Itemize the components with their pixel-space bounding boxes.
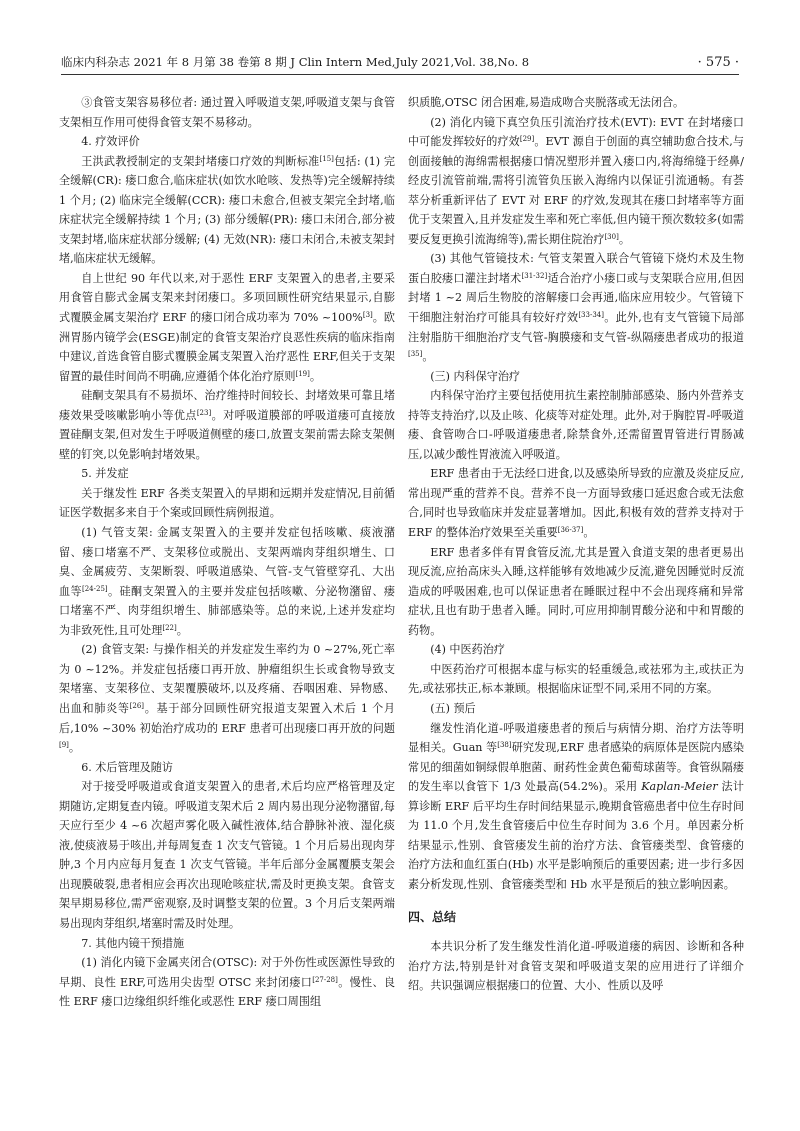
citation[interactable]: [31-32]: [521, 271, 548, 280]
paragraph: 王洪武教授制定的支架封堵瘘口疗效的判断标准[15]包括: (1) 完全缓解(CR): 瘘口愈合,临床症状(如饮水呛咳、发热等)完全缓解持续 1 个月; (2) 临床完全缓解(CCR): 瘘口未愈合,但被支架完全封堵,临床症状完全缓解持续 1 个月; (3) 部分缓解(PR): 瘘口未闭合,部分被支架封堵,临床症状部分缓解; (4) 无效(NR): 瘘口未闭合,未被支架封堵,临床症状无缓解。: [59, 154, 395, 266]
journal-citation: 临床内科杂志 2021 年 8 月第 38 卷第 8 期 J Clin Intern Med,July 2021,Vol. 38,No. 8: [61, 55, 530, 69]
paragraph: (2) 食管支架: 与操作相关的并发症发生率约为 0 ~27%,死亡率为 0 ~12%。并发症包括瘘口再开放、肿瘤组织生长或食物导致支架堵塞、支架移位、支架覆膜破坏,以及疼痛、吞咽困难、异物感、出血和肺炎等[26]。基于部分回顾性研究报道支架置入术后 1 个月后,10% ~30% 初始治疗成功的 ERF 患者可出现瘘口再开放的问题[9]。: [59, 643, 395, 755]
citation[interactable]: [38]: [497, 741, 512, 750]
page-number: · 575 ·: [697, 55, 739, 70]
paragraph: 关于继发性 ERF 各类支架置入的早期和远期并发症情况,目前循证医学数据多来自于个案或回顾性病例报道。: [59, 486, 395, 520]
citation[interactable]: [22]: [162, 623, 177, 632]
citation[interactable]: [23]: [196, 408, 212, 417]
paragraph: 内科保守治疗主要包括使用抗生素控制肺部感染、肠内外营养支持等支持治疗,以及止咳、化痰等对症处理。此外,对于胸腔胃-呼吸道瘘、食管吻合口-呼吸道瘘患者,除禁食外,还需留置胃管进行胃肠减压,以减少酸性胃液流入呼吸道。: [408, 389, 744, 461]
paragraph: 本共识分析了发生继发性消化道-呼吸道瘘的病因、诊断和各种治疗方法,特别是针对食管支架和呼吸道支架的应用进行了详细介绍。共识强调应根据瘘口的位置、大小、性质以及呼: [408, 939, 744, 993]
paragraph: 自上世纪 90 年代以来,对于恶性 ERF 支架置入的患者,主要采用食管自膨式金属支架来封闭瘘口。多项回顾性研究结果显示,自膨式覆膜金属支架治疗 ERF 的瘘口闭合成功率为 70% ~100%[3]。欧洲胃肠内镜学会(ESGE)制定的食管支架治疗良恶性疾病的临床指南中建议,首选食管自膨式覆膜金属支架置入治疗恶性 ERF,但关于支架留置的最佳时间尚不明确,应遵循个体化治疗原则[19]。: [59, 271, 395, 383]
paragraph: 继发性消化道-呼吸道瘘患者的预后与病情分期、治疗方法等明显相关。Guan 等[38]研究发现,ERF 患者感染的病原体是医院内感染常见的细菌如铜绿假单胞菌、耐药性金黄色葡萄球菌等。食管纵隔瘘的发生率以食管下 1/3 处最高(54.2%)。采用 Kaplan-Meier 法计算诊断 ERF 后平均生存时间结果显示,晚期食管癌患者中位生存时间为 11.0 个月,发生食管瘘后中位生存时间为 3.6 个月。单因素分析结果显示,性别、食管瘘发生前的治疗方法、食管瘘类型、食管瘘的治疗方法和血红蛋白(Hb) 水平是影响预后的重要因素; 进一步行多因素分析发现,性别、食管瘘类型和 Hb 水平是预后的独立影响因素。: [408, 721, 744, 891]
citation[interactable]: [27-28]: [312, 975, 338, 984]
section-heading-conservative: (三) 内科保守治疗: [430, 369, 521, 383]
paragraph: ERF 患者由于无法经口进食,以及感染所导致的应激及炎症反应,常出现严重的营养不良。营养不良一方面导致瘘口延迟愈合或无法愈合,同时也导致临床并发症显著增加。因此,积极有效的营养支持对于 ERF 的整体治疗效果至关重要[36-37]。: [408, 467, 744, 540]
citation[interactable]: [36-37]: [557, 526, 584, 535]
paragraph: (2) 消化内镜下真空负压引流治疗技术(EVT): EVT 在封堵瘘口中可能发挥较好的疗效[29]。EVT 源自于创面的真空辅助愈合技术,与创面接触的海绵需根据瘘口情况塑形并置入瘘口内,将海绵缝于经鼻/经皮引流管前端,需将引流管负压嵌入海绵内以保证引流通畅。有荟萃分析重新评估了 EVT 对 ERF 的疗效,发现其在瘘口封堵率等方面优于支架置入,且并发症发生率和死亡率低,但内镜干预次数较多(如需要反复更换引流海绵等),需长期住院治疗[30]。: [408, 115, 744, 246]
paragraph: 硅酮支架具有不易损坏、治疗维持时间较长、封堵效果可靠且堵瘘效果受咳嗽影响小等优点[23]。对呼吸道膜部的呼吸道瘘可直接放置硅酮支架,但对发生于呼吸道侧壁的瘘口,放置支架前需去除支架侧壁的钉突,以免影响封堵效果。: [59, 389, 395, 461]
section-heading-efficacy: 4. 疗效评价: [81, 135, 140, 149]
paragraph: (1) 气管支架: 金属支架置入的主要并发症包括咳嗽、痰液潴留、瘘口堵塞不严、支架移位或脱出、支架两端肉芽组织增生、口臭、金属疲劳、支架断裂、呼吸道感染、气管-支气管壁穿孔、大出血等[24-25]。硅酮支架置入的主要并发症包括咳嗽、分泌物潴留、瘘口堵塞不严、肉芽组织增生、肺部感染等。总的来说,上述并发症均为非致死性,且可处理[22]。: [59, 526, 395, 637]
section-heading-postop: 6. 术后管理及随访: [81, 760, 173, 774]
citation[interactable]: [9]: [59, 741, 69, 750]
citation[interactable]: [15]: [319, 154, 334, 163]
paragraph: 对于接受呼吸道或食道支架置入的患者,术后均应严格管理及定期随访,定期复查内镜。呼吸道支架术后 2 周内易出现分泌物潴留,每天应行至少 4 ~6 次超声雾化吸入碱性液体,结合静脉补液、湿化痰液,使痰液易于咳出,并每周复查 1 次支气管镜。1 个月后易出现肉芽肿,3 个月内应每月复查 1 次支气管镜。半年后部分金属覆膜支架会出现膜破裂,患者相应会再次出现呛咳症状,需及时更换支架。食管支架早期易移位,需严密观察,及时调整支架的位置。3 个月后支架两端易出现肉芽组织,堵塞时需及时处理。: [59, 780, 395, 930]
citation[interactable]: [29]: [519, 135, 535, 144]
citation[interactable]: [35]: [408, 350, 423, 359]
citation[interactable]: [3]: [362, 311, 373, 320]
citation[interactable]: [30]: [604, 232, 619, 241]
citation[interactable]: [19]: [295, 369, 310, 378]
paragraph: ③食管支架容易移位者: 通过置入呼吸道支架,呼吸道支架与食管支架相互作用可使得食管支架不易移动。: [59, 96, 395, 129]
paragraph: 中医药治疗可根据本虚与标实的轻重缓急,或祛邪为主,或扶正为先,或祛邪扶正,标本兼顾。根据临床证型不同,采用不同的方案。: [408, 662, 744, 696]
paragraph: ERF 患者多伴有胃食管反流,尤其是置入食道支架的患者更易出现反流,应抬高床头入睡,这样能够有效地减少反流,避免因睡觉时反流造成的呼吸困难,也可以保证患者在睡眠过程中不会出现疼痛和异常症状,且也有助于患者入睡。同时,可应用抑制胃酸分泌和中和胃酸的药物。: [408, 545, 744, 637]
section-heading-complications: 5. 并发症: [81, 467, 129, 481]
section-heading-prognosis: (五) 预后: [430, 701, 476, 715]
citation[interactable]: [24-25]: [82, 584, 108, 593]
citation[interactable]: [26]: [129, 701, 145, 710]
section-heading-other-endoscopy: 7. 其他内镜干预措施: [81, 936, 185, 950]
right-column: [408, 93, 744, 996]
citation[interactable]: [33-34]: [578, 311, 604, 320]
left-column: [59, 93, 395, 1012]
running-header: [61, 50, 739, 75]
method-name: Kaplan-Meier: [641, 780, 718, 794]
paragraph: (3) 其他气管镜技术: 气管支架置入联合气管镜下烧灼术及生物蛋白胶瘘口灌注封堵术[31-32]适合治疗小瘘口或与支架联合应用,但因封堵 1 ~2 周后生物胶的溶解瘘口会再通,临床应用较少。气管镜下干细胞注射治疗可能具有较好疗效[33-34]。此外,也有支气管镜下局部注射脂肪干细胞治疗支气管-胸膜瘘和支气管-纵隔瘘患者成功的报道[35]。: [408, 252, 744, 364]
section-heading-summary: 四、总结: [408, 910, 457, 925]
paragraph: 织质脆,OTSC 闭合困难,易造成吻合夹脱落或无法闭合。: [408, 96, 685, 109]
paragraph: (1) 消化内镜下金属夹闭合(OTSC): 对于外伤性或医源性导致的早期、良性 ERF,可选用尖齿型 OTSC 来封闭瘘口[27-28]。慢性、良性 ERF 瘘口边缘组织纤维化或恶性 ERF 瘘口周围组: [59, 956, 395, 1009]
section-heading-tcm: (4) 中医药治疗: [430, 643, 505, 657]
